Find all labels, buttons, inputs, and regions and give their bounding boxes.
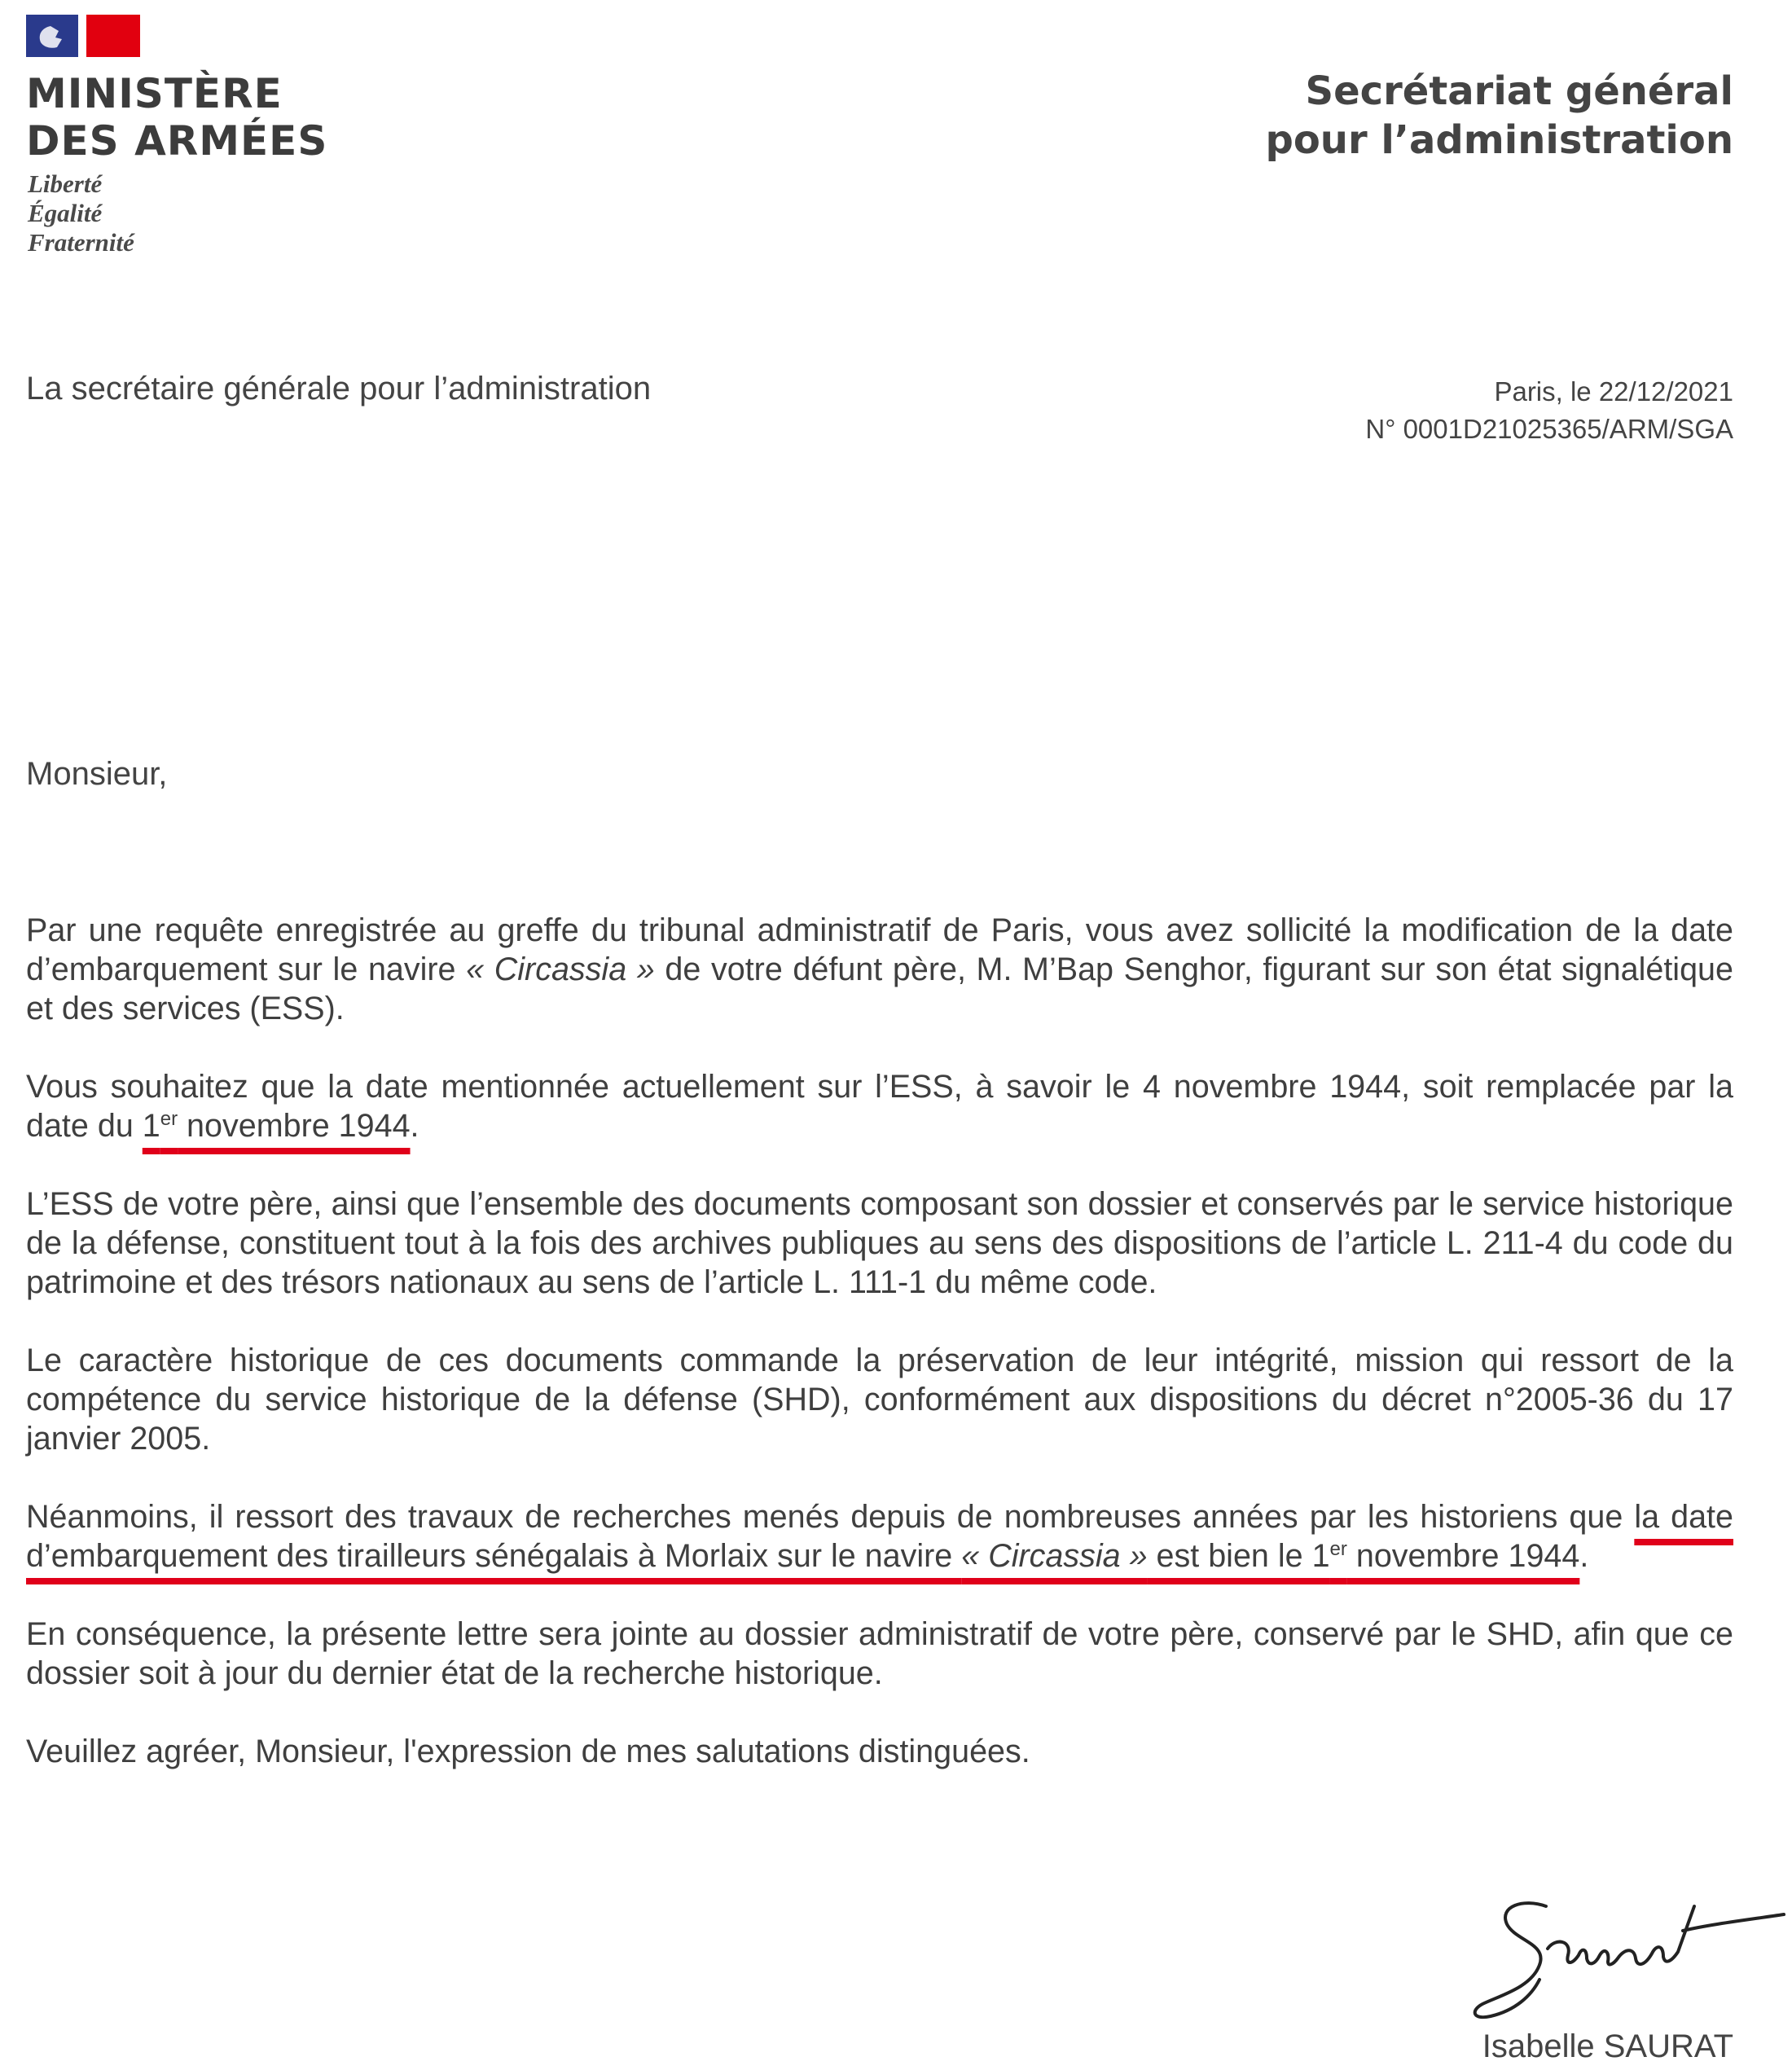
p2-sup: er [160, 1107, 178, 1130]
marianne-flag-icon [26, 15, 140, 57]
sender-title: La secrétaire générale pour l’administration [26, 371, 652, 407]
p5-u2: est bien le 1 [1147, 1538, 1330, 1574]
ministry-line-2: DES ARMÉES [26, 117, 328, 165]
motto-egalite: Égalité [28, 199, 103, 227]
highlighted-date-request [143, 1108, 411, 1144]
secretariat-line-1: Secrétariat général [1305, 68, 1733, 114]
flag-red-band [86, 15, 140, 57]
handwritten-signature [1450, 1874, 1792, 2037]
ship-name: « Circassia » [466, 951, 655, 987]
closing-formula: Veuillez agréer, Monsieur, l'expression de mes salutations distinguées. [26, 1734, 1030, 1769]
p5-text-a: Néanmoins, il ressort des travaux de recherches menés depuis de nombreuses années par les historiens que [26, 1499, 1635, 1535]
ministry-line-1: MINISTÈRE [26, 70, 283, 117]
paragraph-3: L’ESS de votre père, ainsi que l’ensemble des documents composant son dossier et conservés par le service historique de la défense, constituent tout à la fois des archives publiques au sens des dispositions de l’article L. 211-4 du code du patrimoine et des trésors nationaux au sens de l’article L. 111-1 du même code. [26, 1186, 1733, 1300]
p5-end: . [1579, 1538, 1589, 1574]
p2-day: 1 [142, 1108, 160, 1144]
p1-text-a: Par une requête enregistrée au greffe du tribunal administratif de Paris, vous avez sollicité la modification de la date d’embarquement sur le navire [26, 912, 1733, 987]
republic-motto [28, 169, 134, 257]
p5-sup: er [1329, 1537, 1347, 1560]
letter-reference: N° 0001D21025365/ARM/SGA [1365, 414, 1733, 444]
p1-text-b: de votre défunt père, M. M’Bap Senghor, figurant sur son état signalétique et des services (ESS). [26, 951, 1733, 1026]
secretariat-line-2: pour l’administration [1265, 117, 1733, 163]
motto-fraternite: Fraternité [28, 228, 134, 257]
flag-blue-band [26, 15, 78, 57]
p5-u3: novembre 1944 [1346, 1538, 1580, 1574]
letter-body [26, 911, 1733, 1771]
signer-name: Isabelle SAURAT [1482, 2028, 1733, 2064]
p2-text-a: Vous souhaitez que la date mentionnée actuellement sur l’ESS, à savoir le 4 novembre 1944, soit remplacée par la date du [26, 1069, 1733, 1144]
p2-rest: novembre 1944 [178, 1108, 411, 1144]
paragraph-4: Le caractère historique de ces documents commande la préservation de leur intégrité, mission qui ressort de la compétence du service historique de la défense (SHD), conformément aux dispositions du décret n°2005-36 du 17 janvier 2005. [26, 1343, 1733, 1457]
paragraph-2 [26, 1067, 1733, 1145]
paragraph-1 [26, 911, 1733, 1028]
paragraph-5 [26, 1497, 1733, 1576]
motto-liberte: Liberté [28, 169, 103, 198]
salutation: Monsieur, [26, 756, 168, 792]
p2-end: . [410, 1108, 419, 1144]
marianne-profile-icon [26, 15, 78, 57]
p5-u1: la date d’embarquement des tirailleurs sénégalais à Morlaix sur le navire [26, 1499, 1733, 1574]
letter-date: Paris, le 22/12/2021 [1494, 376, 1733, 407]
date-reference-block [1365, 373, 1733, 448]
paragraph-6: En conséquence, la présente lettre sera jointe au dossier administratif de votre père, conservé par le SHD, afin que ce dossier soit à jour du dernier état de la recherche historique. [26, 1616, 1733, 1691]
ship-name-2: « Circassia » [961, 1538, 1148, 1574]
secretariat-title [1265, 67, 1733, 165]
ministry-name [26, 70, 336, 165]
